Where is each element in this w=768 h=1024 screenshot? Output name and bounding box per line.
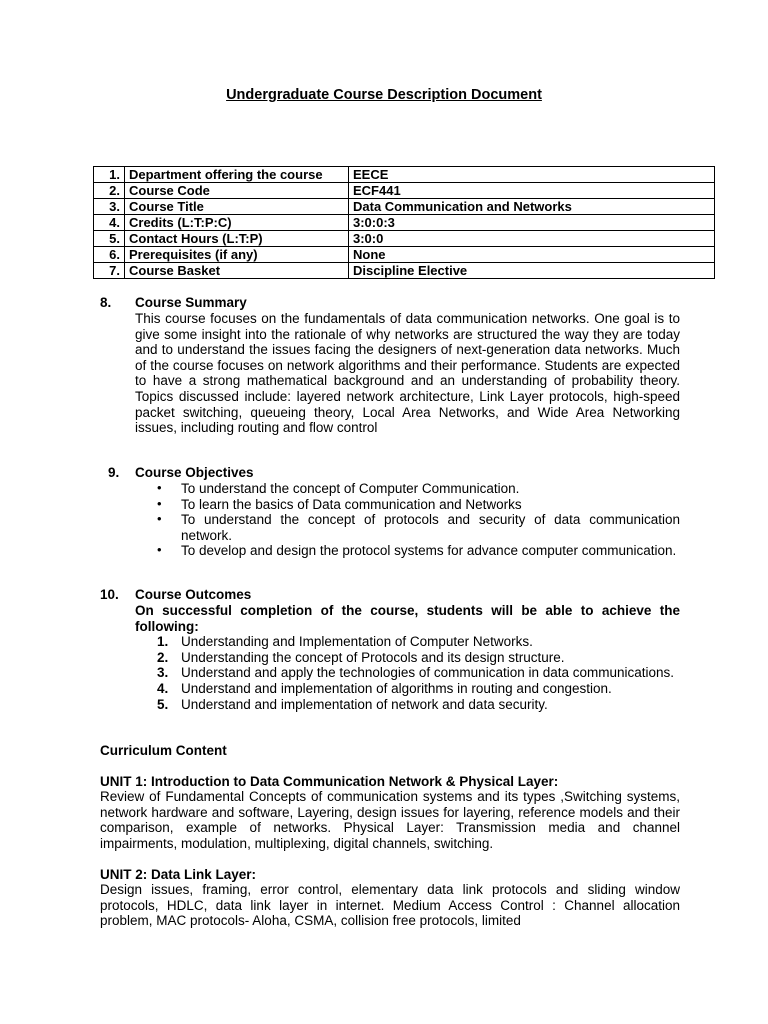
row-value: EECE: [349, 167, 715, 183]
row-key: Department offering the course: [125, 167, 349, 183]
row-value: 3:0:0:3: [349, 215, 715, 231]
course-info-table: [93, 166, 715, 279]
list-item: • To learn the basics of Data communication and Networks: [157, 495, 522, 512]
list-item: • To understand the concept of protocols and security of data communication network.: [157, 511, 680, 543]
section-number: 8.: [100, 295, 112, 310]
table-row: [94, 247, 715, 263]
unit2-text: Design issues, framing, error control, elementary data link protocols and sliding window protocols, HDLC, data link layer in internet. Medium Access Control : Channel allocation problem, MAC protocols- Aloha, CSMA, collision free protocols, limited: [100, 882, 680, 929]
section-title: Course Summary: [135, 295, 247, 310]
table-row: [94, 183, 715, 199]
objectives-list: [135, 481, 680, 559]
bullet-icon: •: [157, 495, 162, 511]
bullet-icon: •: [157, 480, 162, 495]
row-key: Credits (L:T:P:C): [125, 215, 349, 231]
row-number: 2.: [94, 183, 125, 199]
row-number: 1.: [94, 167, 125, 183]
row-value: Data Communication and Networks: [349, 199, 715, 215]
row-key: Prerequisites (if any): [125, 247, 349, 263]
list-item: 5. Understand and implementation of network and data security.: [157, 696, 548, 712]
row-value: 3:0:0: [349, 231, 715, 247]
outcomes-list: [135, 634, 680, 712]
row-number: 4.: [94, 215, 125, 231]
section-number: 9.: [108, 465, 120, 480]
table-row: [94, 231, 715, 247]
table-row: [94, 215, 715, 231]
list-item: 3. Understand and apply the technologies of communication in data communications.: [157, 665, 675, 681]
curriculum-heading: Curriculum Content: [100, 743, 227, 758]
list-item: 4. Understand and implementation of algorithms in routing and congestion.: [157, 680, 612, 696]
list-item: • To develop and design the protocol systems for advance computer communication.: [157, 542, 677, 559]
unit1-heading: UNIT 1: Introduction to Data Communication Network & Physical Layer:: [100, 773, 559, 789]
list-item: 1. Understanding and Implementation of Computer Networks.: [157, 634, 533, 650]
unit1-text: Review of Fundamental Concepts of communication systems and its types ,Switching systems, network hardware and software, Layering, design issues for layering, reference models and their comparison, example of networks. Physical Layer: Transmission media and channel impairments, modulation, multiplexing, digital channels, switching.: [100, 789, 680, 851]
course-objectives-section: [100, 465, 680, 559]
section-title: Course Objectives: [135, 465, 254, 480]
course-summary-section: [100, 295, 680, 436]
section-number: 10.: [100, 587, 119, 602]
row-number: 3.: [94, 199, 125, 215]
row-number: 7.: [94, 263, 125, 279]
list-item: • To understand the concept of Computer Communication.: [157, 480, 520, 496]
bullet-icon: •: [157, 542, 162, 558]
course-summary-text: This course focuses on the fundamentals of data communication networks. One goal is to give some insight into the rationale of why networks are structured the way they are today and to understand the issues facing the designers of next-generation data networks. Much of the course focuses on network algorithms and their performance. Students are expected to have a strong mathematical background and an understanding of probability theory. Topics discussed include: layered network architecture, Link Layer protocols, high-speed packet switching, queueing theory, Local Area Networks, and Wide Area Networking issues, including routing and flow control: [135, 311, 680, 436]
outcomes-intro: On successful completion of the course, students will be able to achieve the following:: [135, 603, 680, 634]
course-outcomes-section: [100, 587, 680, 712]
unit2-heading: UNIT 2: Data Link Layer:: [100, 866, 257, 882]
section-title: Course Outcomes: [135, 587, 252, 602]
row-number: 6.: [94, 247, 125, 263]
row-key: Contact Hours (L:T:P): [125, 231, 349, 247]
section-heading: [100, 465, 680, 481]
row-key: Course Title: [125, 199, 349, 215]
curriculum-section: [100, 743, 680, 929]
section-heading: [100, 587, 680, 603]
bullet-icon: •: [157, 511, 162, 527]
row-key: Course Basket: [125, 263, 349, 279]
row-value: Discipline Elective: [349, 263, 715, 279]
row-value: None: [349, 247, 715, 263]
list-item: 2. Understanding the concept of Protocols and its design structure.: [157, 649, 565, 665]
row-key: Course Code: [125, 183, 349, 199]
document-title: Undergraduate Course Description Document: [226, 87, 542, 103]
table-row: [94, 167, 715, 183]
table-row: [94, 263, 715, 279]
row-value: ECF441: [349, 183, 715, 199]
row-number: 5.: [94, 231, 125, 247]
table-row: [94, 199, 715, 215]
section-heading: [100, 295, 680, 311]
